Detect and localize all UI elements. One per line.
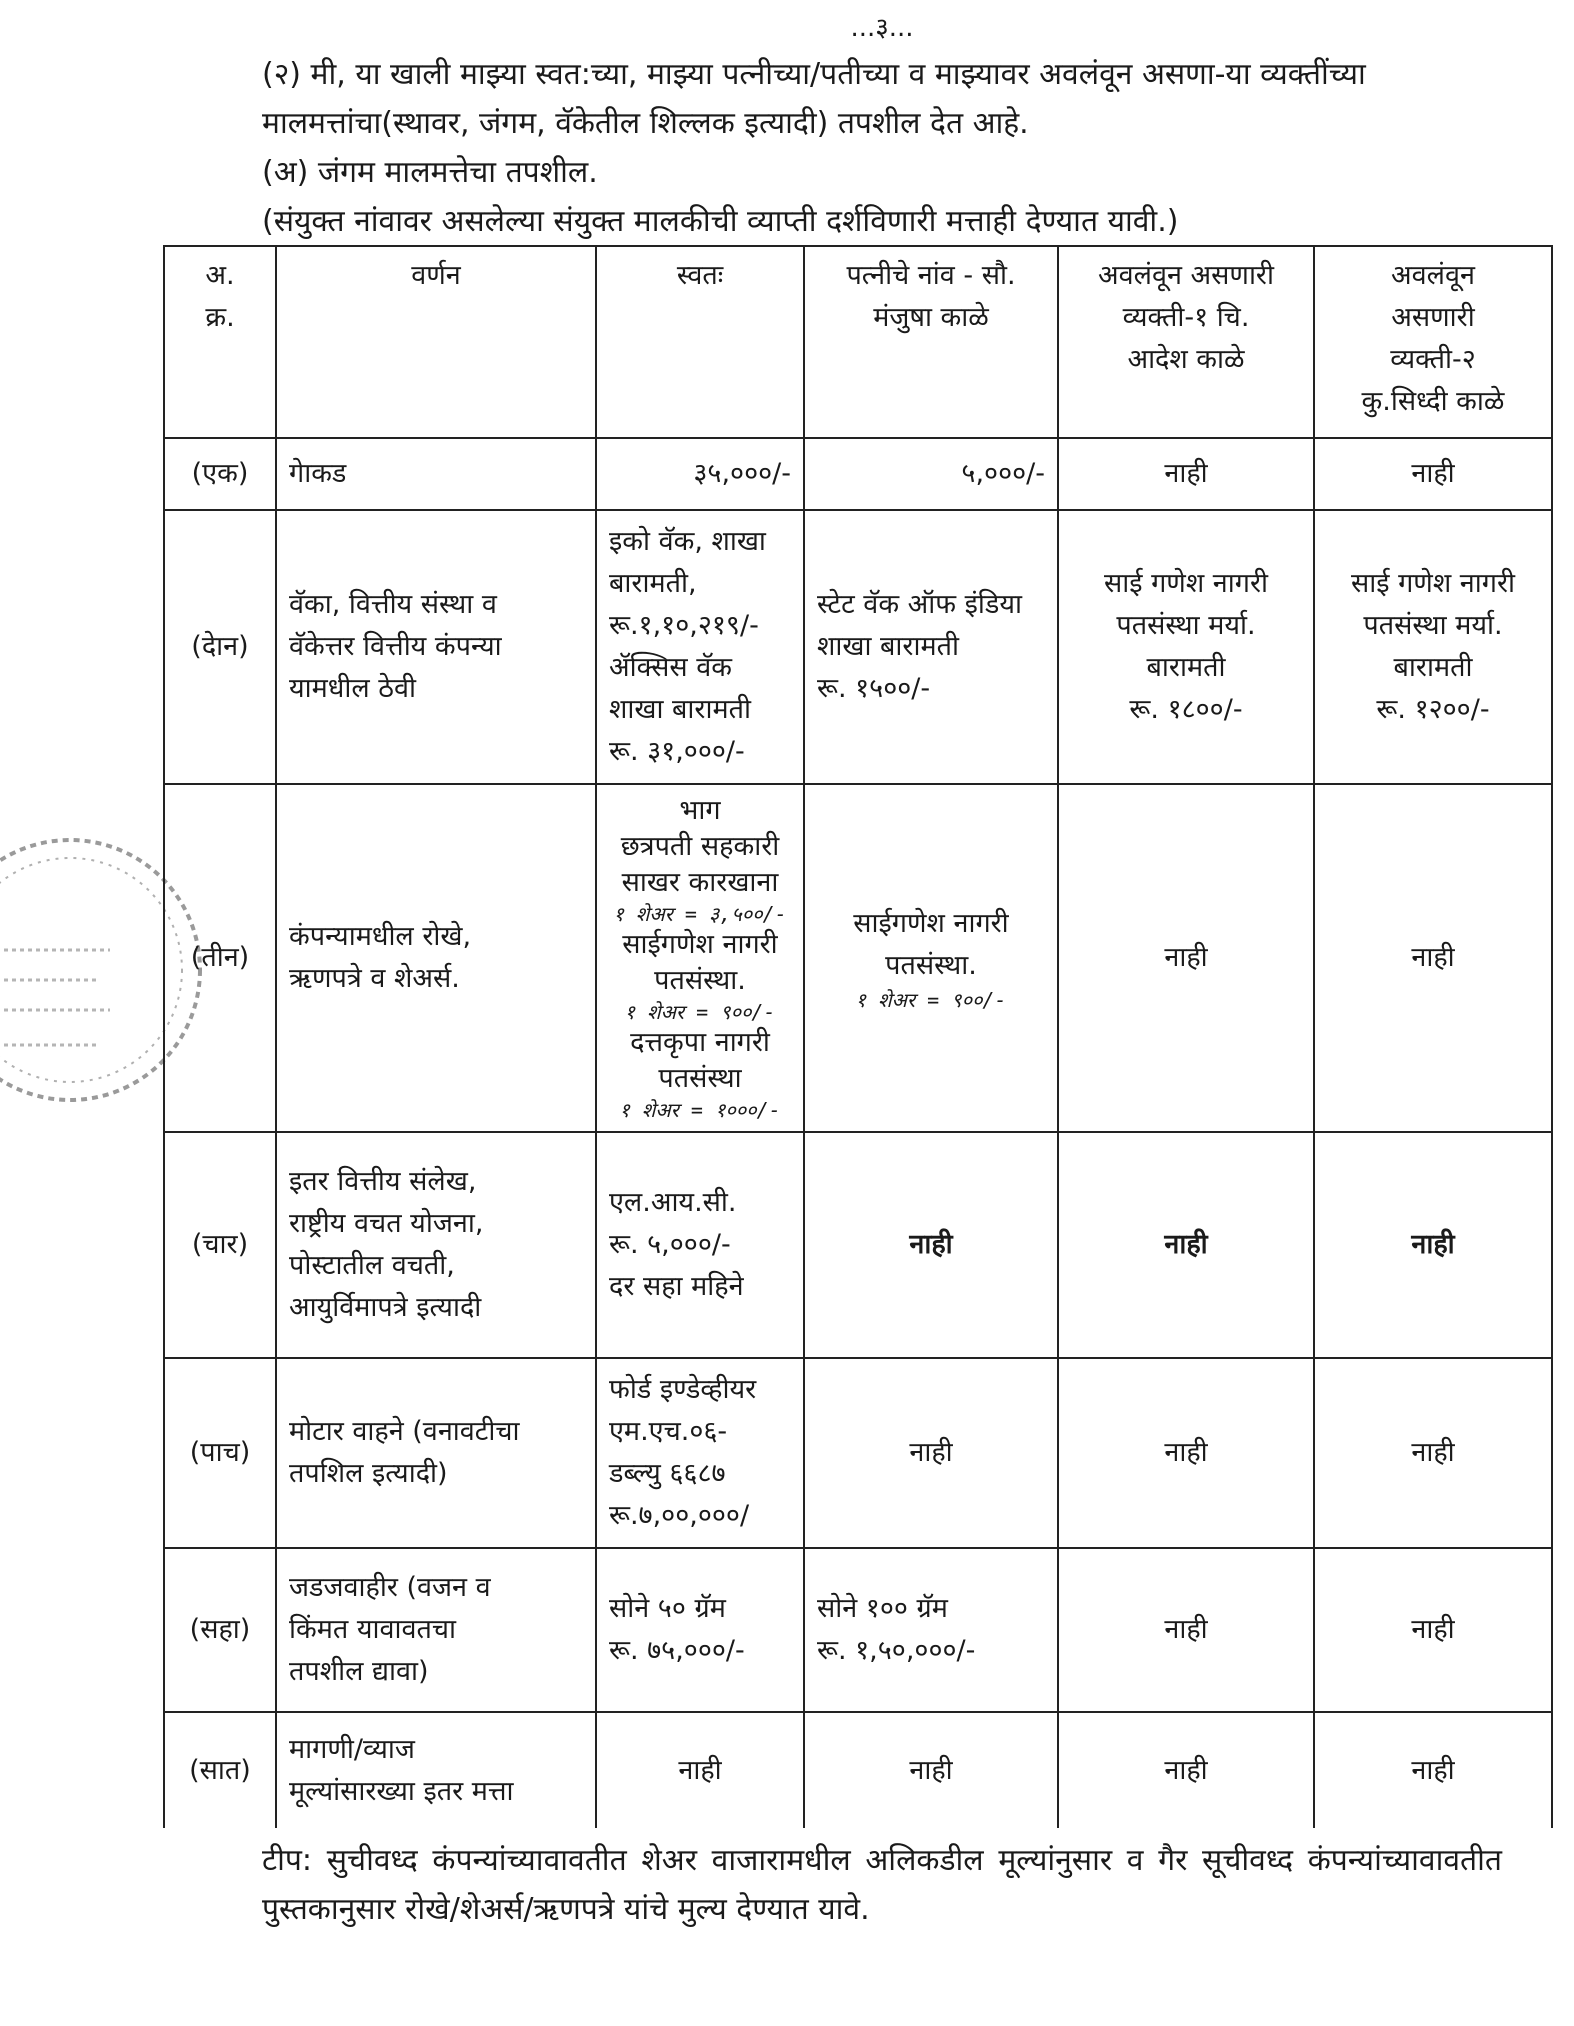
row-dependent-2: नाही <box>1314 438 1552 510</box>
movable-assets-table <box>163 245 1553 1828</box>
row-spouse: नाही <box>804 1712 1058 1828</box>
footnote-text: टीप: सुचीवध्द कंपन्यांच्यावावतीत शेअर वाजारामधील अलिकडील मूल्यांनुसार व गैर सूचीवध्द कंपन्यांच्यावावतीत पुस्तकानुसार रोखे/शेअर्स/ऋणपत्रे यांचे मुल्य देण्यात यावे. <box>262 1843 1502 1927</box>
row-sr: (तीन) <box>164 784 276 1132</box>
row-self: ३५,०००/- <box>596 438 804 510</box>
handwritten-note: १ शेअर = ९००/- <box>624 1000 776 1024</box>
handwritten-note: १ शेअर = १०००/- <box>619 1098 781 1122</box>
row-sr: (पाच) <box>164 1358 276 1548</box>
table-header-row <box>164 246 1552 438</box>
row-dependent-1: नाही <box>1058 1712 1314 1828</box>
row-description: इतर वित्तीय संलेख, राष्ट्रीय वचत योजना, पोस्टातील वचती, आयुर्विमापत्रे इत्यादी <box>276 1132 596 1358</box>
row-dependent-1: नाही <box>1058 1358 1314 1548</box>
row-description: मागणी/व्याज मूल्यांसारख्या इतर मत्ता <box>276 1712 596 1828</box>
row-dependent-1: नाही <box>1058 784 1314 1132</box>
intro-section <box>262 50 1502 246</box>
row-self: भाग छत्रपती सहकारी साखर कारखाना १ शेअर = ३,५००/- साईगणेश नागरी पतसंस्था. १ शेअर = ९००/- दत्तकृपा नागरी पतसंस्था १ शेअर = १०००/- <box>596 784 804 1132</box>
row-sr: (सहा) <box>164 1548 276 1712</box>
row-spouse: नाही <box>804 1132 1058 1358</box>
row-sr: (एक) <box>164 438 276 510</box>
row-dependent-2: नाही <box>1314 784 1552 1132</box>
row-dependent-2: नाही <box>1314 1712 1552 1828</box>
row-self: नाही <box>596 1712 804 1828</box>
table-row <box>164 438 1552 510</box>
row-self: सोने ५० ग्रॅम रू. ७५,०००/- <box>596 1548 804 1712</box>
intro-line-2: मालमत्तांचा(स्थावर, जंगम, वॅकेतील शिल्लक इत्यादी) तपशील देत आहे. <box>262 106 1029 141</box>
table-row <box>164 1548 1552 1712</box>
row-dependent-2: नाही <box>1314 1358 1552 1548</box>
page-number: ...३... <box>850 13 914 43</box>
handwritten-note: १ शेअर = ३,५००/- <box>613 902 787 926</box>
row-description: मोटार वाहने (वनावटीचा तपशिल इत्यादी) <box>276 1358 596 1548</box>
table-row <box>164 510 1552 784</box>
row-self: एल.आय.सी. रू. ५,०००/- दर सहा महिने <box>596 1132 804 1358</box>
table-row <box>164 1712 1552 1828</box>
row-description: जडजवाहीर (वजन व किंमत यावावतचा तपशील द्यावा) <box>276 1548 596 1712</box>
row-sr: (सात) <box>164 1712 276 1828</box>
row-description: कंपन्यामधील रोखे, ऋणपत्रे व शेअर्स. <box>276 784 596 1132</box>
row-spouse: स्टेट वॅक ऑफ इंडिया शाखा बारामती रू. १५००/- <box>804 510 1058 784</box>
row-dependent-1: नाही <box>1058 438 1314 510</box>
footnote <box>262 1836 1502 1934</box>
row-dependent-2: साई गणेश नागरी पतसंस्था मर्या. बारामती रू. १२००/- <box>1314 510 1552 784</box>
row-sr: (देान) <box>164 510 276 784</box>
intro-line-1: (२) मी, या खाली माझ्या स्वत:च्या, माझ्या पत्नीच्या/पतीच्या व माझ्यावर अवलंवून असणा-या व्यक्तींच्या <box>262 57 1366 92</box>
table-row <box>164 1358 1552 1548</box>
row-spouse: सोने १०० ग्रॅम रू. १,५०,०००/- <box>804 1548 1058 1712</box>
header-sr: अ. क्र. <box>164 246 276 438</box>
intro-line-4: (संयुक्त नांवावर असलेल्या संयुक्त मालकीची व्याप्ती दर्शविणारी मत्ताही देण्यात यावी.) <box>262 204 1179 239</box>
row-dependent-1: नाही <box>1058 1132 1314 1358</box>
intro-line-3: (अ) जंगम मालमत्तेचा तपशील. <box>262 155 598 190</box>
row-dependent-1: नाही <box>1058 1548 1314 1712</box>
row-spouse: साईगणेश नागरी पतसंस्था. १ शेअर = ९००/- <box>804 784 1058 1132</box>
header-description: वर्णन <box>276 246 596 438</box>
row-self: इको वॅक, शाखा बारामती, रू.१,१०,२१९/- ॲक्सिस वॅक शाखा बारामती रू. ३१,०००/- <box>596 510 804 784</box>
header-dependent-2: अवलंवून असणारी व्यक्ती-२ कु.सिध्दी काळे <box>1314 246 1552 438</box>
row-dependent-2: नाही <box>1314 1132 1552 1358</box>
header-spouse: पत्नीचे नांव - सौ. मंजुषा काळे <box>804 246 1058 438</box>
row-spouse: ५,०००/- <box>804 438 1058 510</box>
table-row <box>164 1132 1552 1358</box>
row-sr: (चार) <box>164 1132 276 1358</box>
row-dependent-2: नाही <box>1314 1548 1552 1712</box>
row-spouse: नाही <box>804 1358 1058 1548</box>
row-description: वॅका, वित्तीय संस्था व वॅकेत्तर वित्तीय कंपन्या यामधील ठेवी <box>276 510 596 784</box>
table-row <box>164 784 1552 1132</box>
header-dependent-1: अवलंवून असणारी व्यक्ती-१ चि. आदेश काळे <box>1058 246 1314 438</box>
row-self: फोर्ड इण्डेव्हीयर एम.एच.०६- डब्ल्यु ६६८७ रू.७,००,०००/ <box>596 1358 804 1548</box>
handwritten-note: १ शेअर = ९००/- <box>855 988 1007 1012</box>
row-description: गेाकड <box>276 438 596 510</box>
header-self: स्वतः <box>596 246 804 438</box>
row-dependent-1: साई गणेश नागरी पतसंस्था मर्या. बारामती रू. १८००/- <box>1058 510 1314 784</box>
